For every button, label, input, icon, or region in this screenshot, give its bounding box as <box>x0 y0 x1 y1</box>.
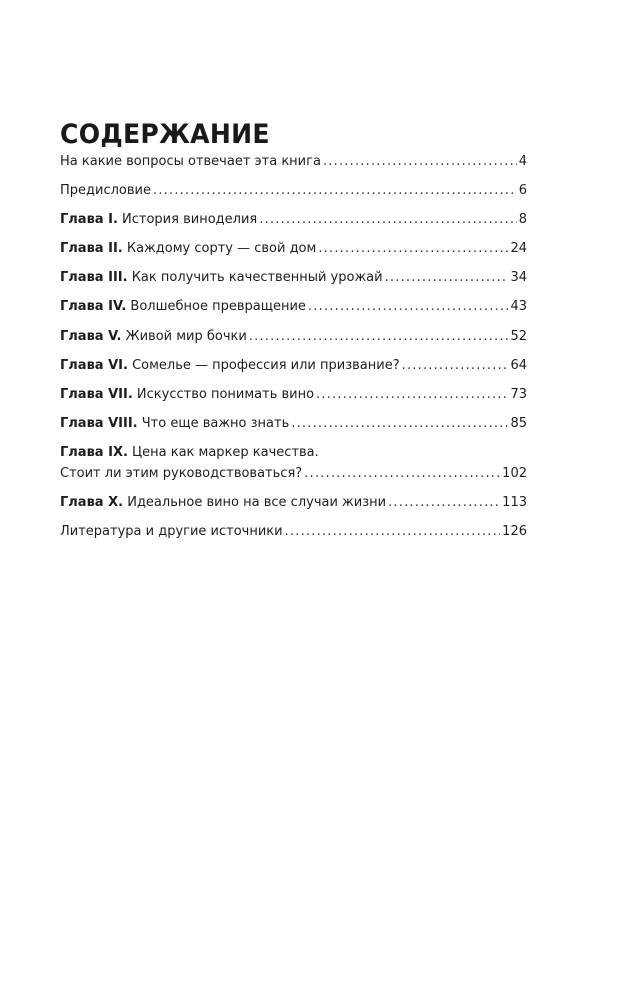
toc-entry-page: 6 <box>518 183 527 199</box>
toc-entry-chapter-6[interactable] <box>60 357 527 374</box>
toc-entry-label: Живой мир бочки <box>125 328 247 344</box>
toc-entry-page: 73 <box>510 386 527 402</box>
toc-entry-chapter-2[interactable] <box>60 240 527 257</box>
dot-leader <box>259 211 517 228</box>
toc-entry-label-wrap <box>60 386 314 403</box>
toc-entry-label-continuation: Стоит ли этим руководствоваться? <box>60 465 303 481</box>
toc-entry-chapter-4[interactable] <box>60 298 527 315</box>
dot-leader <box>291 415 508 432</box>
dot-leader <box>304 465 500 482</box>
toc-entry-page: 52 <box>510 328 527 344</box>
table-of-contents <box>60 153 527 552</box>
toc-entry-page: 85 <box>510 415 527 431</box>
toc-entry-label: Как получить качественный урожай <box>131 270 383 286</box>
toc-entry-chapter-9[interactable] <box>60 444 527 482</box>
toc-entry-page: 113 <box>502 495 527 511</box>
toc-entry-label-wrap <box>60 494 386 511</box>
dot-leader <box>316 386 508 403</box>
toc-entry-label-wrap <box>60 357 400 374</box>
dot-leader <box>323 153 517 170</box>
toc-entry-first-line <box>60 444 527 461</box>
toc-entry-chapter-8[interactable] <box>60 415 527 432</box>
chapter-number: Глава II. <box>60 241 123 257</box>
chapter-number: Глава V. <box>60 328 122 344</box>
toc-entry-label-wrap <box>60 298 306 315</box>
toc-entry-label: Идеальное вино на все случаи жизни <box>127 495 387 511</box>
dot-leader <box>249 328 509 345</box>
toc-entry-references[interactable] <box>60 523 527 540</box>
toc-entry-label-wrap <box>60 465 302 482</box>
toc-entry-page: 34 <box>510 270 527 286</box>
toc-entry-page: 24 <box>510 241 527 257</box>
toc-entry-label: Предисловие <box>60 183 151 199</box>
toc-entry-label: Цена как маркер качества. <box>132 444 319 460</box>
page-title: СОДЕРЖАНИЕ <box>60 119 270 150</box>
toc-entry-label-wrap <box>60 415 289 432</box>
toc-entry-label-wrap <box>60 444 319 461</box>
dot-leader <box>318 240 508 257</box>
dot-leader <box>402 357 509 374</box>
toc-entry-label-wrap <box>60 211 257 228</box>
toc-entry-chapter-10[interactable] <box>60 494 527 511</box>
chapter-number: Глава I. <box>60 212 118 228</box>
chapter-number: Глава IX. <box>60 444 128 460</box>
chapter-number: Глава IV. <box>60 299 127 315</box>
toc-entry-page: 4 <box>518 154 527 169</box>
toc-entry-label: История виноделия <box>122 212 258 228</box>
toc-entry-label-wrap <box>60 269 383 286</box>
toc-entry-page: 8 <box>518 212 527 228</box>
dot-leader <box>285 523 501 540</box>
toc-entry-label-wrap <box>60 153 321 170</box>
toc-entry-questions[interactable] <box>60 153 527 170</box>
chapter-number: Глава VIII. <box>60 415 138 431</box>
chapter-number: Глава VII. <box>60 386 133 402</box>
toc-entry-label: Искусство понимать вино <box>136 386 315 402</box>
toc-entry-label: Сомелье — профессия или призвание? <box>132 357 400 373</box>
toc-entry-page: 64 <box>510 357 527 373</box>
toc-entry-chapter-1[interactable] <box>60 211 527 228</box>
toc-entry-label: Что еще важно знать <box>141 415 290 431</box>
dot-leader <box>308 298 509 315</box>
toc-entry-label-wrap <box>60 328 247 345</box>
dot-leader <box>385 269 509 286</box>
toc-entry-page: 43 <box>510 299 527 315</box>
toc-entry-label-wrap <box>60 523 283 540</box>
toc-entry-label: На какие вопросы отвечает эта книга <box>60 154 321 169</box>
chapter-number: Глава VI. <box>60 357 128 373</box>
toc-entry-label: Волшебное превращение <box>130 299 306 315</box>
toc-entry-preface[interactable] <box>60 182 527 199</box>
toc-entry-label-wrap <box>60 240 316 257</box>
dot-leader <box>153 182 517 199</box>
toc-entry-page: 126 <box>502 524 527 540</box>
toc-entry-label: Литература и другие источники <box>60 524 283 540</box>
dot-leader <box>388 494 500 511</box>
toc-entry-page: 102 <box>502 465 527 481</box>
toc-entry-chapter-7[interactable] <box>60 386 527 403</box>
toc-entry-label: Каждому сорту — свой дом <box>126 241 317 257</box>
toc-entry-chapter-3[interactable] <box>60 269 527 286</box>
chapter-number: Глава X. <box>60 495 124 511</box>
toc-entry-second-line <box>60 465 527 482</box>
toc-entry-label-wrap <box>60 182 151 199</box>
toc-entry-chapter-5[interactable] <box>60 328 527 345</box>
chapter-number: Глава III. <box>60 270 128 286</box>
